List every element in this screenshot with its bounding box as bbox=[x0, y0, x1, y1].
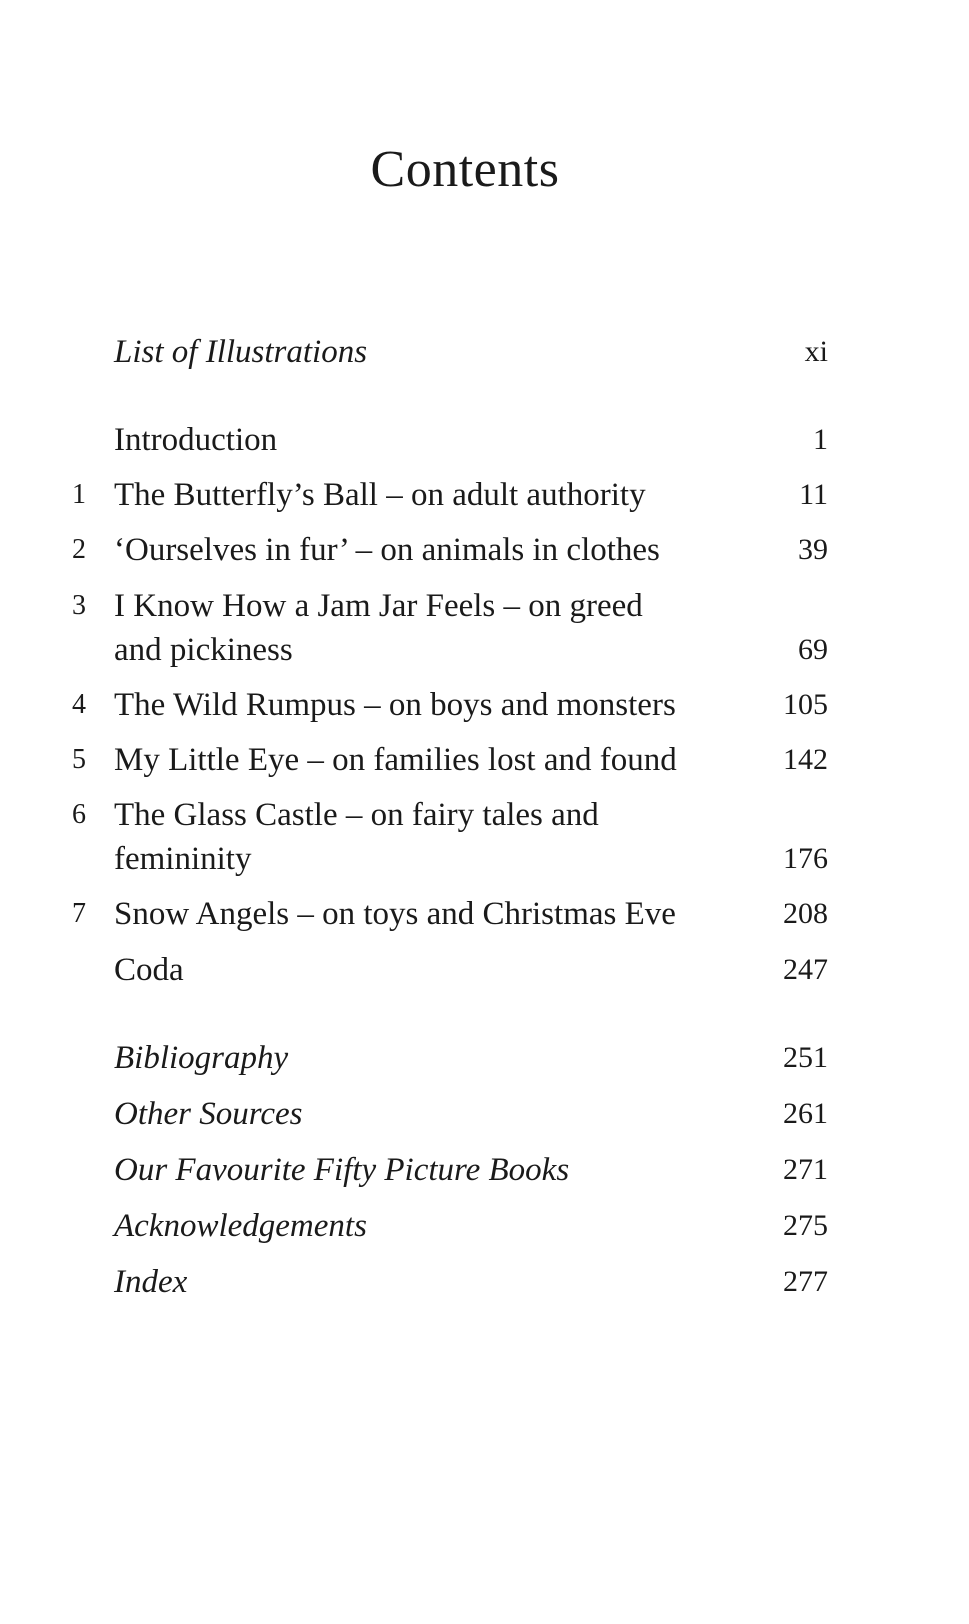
toc-entry-page: 275 bbox=[783, 1209, 828, 1242]
toc-entry-title: Bibliography bbox=[114, 1040, 289, 1076]
toc-entry-page: 176 bbox=[783, 842, 828, 875]
toc-entry-title: Other Sources bbox=[114, 1096, 303, 1132]
page-title: Contents bbox=[370, 141, 560, 198]
toc-entry-title: Coda bbox=[114, 952, 184, 988]
toc-entry-page: 208 bbox=[783, 897, 828, 930]
toc-entry-title: My Little Eye – on families lost and found bbox=[114, 742, 677, 778]
toc-entry-page: 39 bbox=[798, 533, 828, 566]
toc-entry-title: Index bbox=[114, 1264, 188, 1300]
toc-entry-number: 5 bbox=[72, 744, 86, 775]
toc-entry-title: List of Illustrations bbox=[114, 334, 368, 370]
toc-entry-title: ‘Ourselves in fur’ – on animals in clothes bbox=[114, 532, 660, 568]
toc-entry-title: The Glass Castle – on fairy tales and bbox=[114, 797, 599, 833]
toc-entry-page: xi bbox=[804, 335, 828, 368]
toc-entry-page: 69 bbox=[798, 633, 828, 666]
toc-entry-page: 251 bbox=[783, 1041, 828, 1074]
toc-entry-page: 142 bbox=[783, 743, 828, 776]
toc-entry-title-continued: femininity bbox=[114, 841, 252, 877]
toc-entry-page: 261 bbox=[783, 1097, 828, 1130]
toc-entry-title: The Butterfly’s Ball – on adult authority bbox=[114, 477, 646, 513]
toc-entry-page: 105 bbox=[783, 688, 828, 721]
toc-entry-number: 1 bbox=[72, 479, 86, 510]
toc-entry-page: 247 bbox=[783, 953, 828, 986]
toc-entry-title: The Wild Rumpus – on boys and monsters bbox=[114, 687, 676, 723]
toc-entry-page: 1 bbox=[813, 423, 828, 456]
toc-entry-number: 7 bbox=[72, 898, 86, 929]
toc-entry-title-continued: and pickiness bbox=[114, 632, 293, 668]
toc-entry-page: 271 bbox=[783, 1153, 828, 1186]
toc-entry-number: 4 bbox=[72, 689, 86, 720]
toc-entry-title: Snow Angels – on toys and Christmas Eve bbox=[114, 896, 676, 932]
toc-entry-page: 11 bbox=[799, 478, 828, 511]
toc-entry-number: 3 bbox=[72, 590, 86, 621]
toc-entry-title: I Know How a Jam Jar Feels – on greed bbox=[114, 588, 643, 624]
toc-entry-number: 2 bbox=[72, 534, 86, 565]
toc-entry-page: 277 bbox=[783, 1265, 828, 1298]
toc-entry-title: Our Favourite Fifty Picture Books bbox=[114, 1152, 570, 1188]
toc-entry-number: 6 bbox=[72, 799, 86, 830]
toc-entry-title: Introduction bbox=[114, 422, 278, 458]
toc-entry-title: Acknowledgements bbox=[114, 1208, 367, 1244]
